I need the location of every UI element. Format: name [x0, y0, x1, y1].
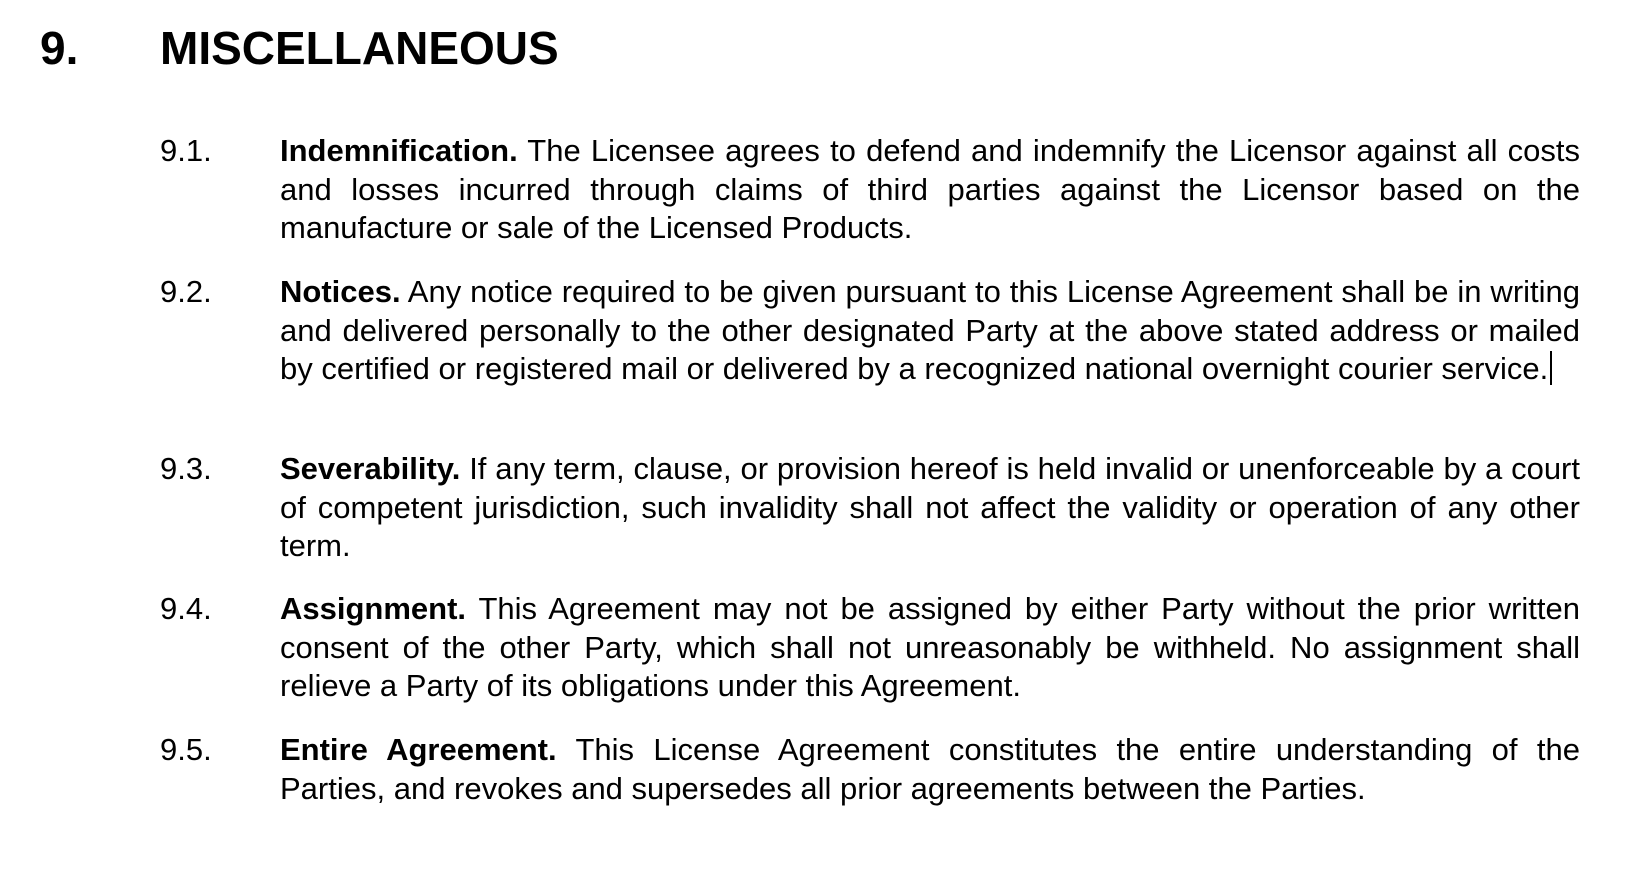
clause-title: Assignment. — [280, 591, 467, 626]
clause-title: Severability. — [280, 451, 461, 486]
clause-text: This Agreement may not be assigned by either Party without the prior written consent of the other Party, which shall not unreasonably be withheld. No assignment shall relieve a Party of its obligations under this Agreement. — [280, 591, 1580, 703]
clause-number: 9.3. — [160, 451, 212, 486]
clause-text: If any term, clause, or provision hereof is held invalid or unenforceable by a court of competent jurisdiction, such invalidity shall not affect the validity or operation of any other term. — [280, 451, 1580, 563]
clause-body — [280, 731, 1580, 808]
clause-text: This License Agreement constitutes the entire understanding of the Parties, and revokes and supersedes all prior agreements between the Parties. — [280, 732, 1580, 806]
clause-body — [280, 590, 1580, 706]
clause-title: Notices. — [280, 274, 401, 309]
clause-title: Entire Agreement. — [280, 732, 557, 767]
clause-body — [280, 132, 1580, 248]
clause-number: 9.4. — [160, 591, 212, 626]
clause-number: 9.2. — [160, 274, 212, 309]
clause-body — [280, 273, 1580, 389]
section-heading — [40, 22, 559, 74]
clause-body — [280, 450, 1580, 566]
clause-text: Any notice required to be given pursuant to this License Agreement shall be in writing and delivered personally to the other designated Party at the above stated address or mailed by certified or registered mail or delivered by a recognized national overnight courier service. — [280, 274, 1581, 386]
clause-number: 9.5. — [160, 732, 212, 767]
clause-text: The Licensee agrees to defend and indemnify the Licensor against all costs and losses incurred through claims of third parties against the Licensor based on the manufacture or sale of the Licensed Products. — [280, 133, 1580, 245]
section-number: 9. — [40, 22, 79, 74]
clause-number: 9.1. — [160, 133, 212, 168]
section-title: MISCELLANEOUS — [160, 22, 559, 74]
text-cursor — [1550, 351, 1552, 385]
clause-title: Indemnification. — [280, 133, 518, 168]
